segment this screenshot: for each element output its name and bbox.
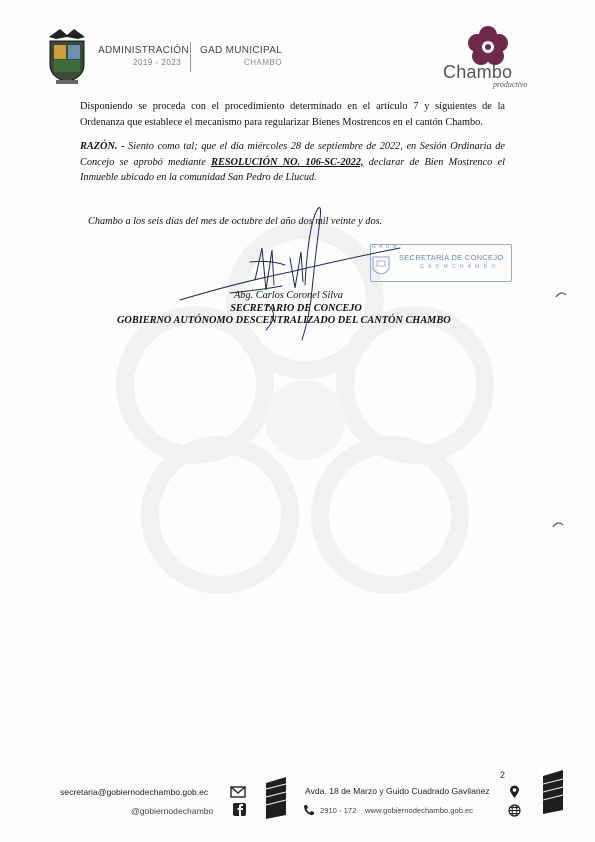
page-edge-mark bbox=[552, 520, 564, 528]
municipal-crest-logo bbox=[44, 25, 90, 85]
location-pin-icon bbox=[509, 785, 520, 799]
signer-name: Abg. Carlos Coronel Silva bbox=[234, 290, 343, 301]
stamp-subtitle: G A D M C H A M B O bbox=[420, 264, 497, 270]
paragraph-disposition: Disponiendo se proceda con el procedimiento determinado en el artículo 7 y siguientes de la Ordenanza que establece el mecanismo para regularizar Bienes Mostrencos en el cantón Chambo. bbox=[80, 101, 505, 128]
header-gad-city: CHAMBO bbox=[244, 58, 283, 67]
signer-role-text: SECRETARIO DE CONCEJO bbox=[230, 303, 362, 314]
footer-stripe-graphic bbox=[262, 775, 288, 819]
stamp-seal-text: G A D M bbox=[372, 244, 398, 250]
signer-role bbox=[0, 303, 595, 314]
footer-facebook: @gobiernodechambo bbox=[131, 806, 214, 816]
header-admin-label: ADMINISTRACIÓN bbox=[98, 45, 189, 56]
signer-institution: GOBIERNO AUTÓNOMO DESCENTRALIZADO DEL CANTÓN CHAMBO bbox=[117, 315, 451, 326]
handwritten-signature bbox=[170, 190, 410, 350]
footer-website: www.gobiernodechambo.gob.ec bbox=[365, 806, 474, 815]
page-number: 2 bbox=[500, 770, 506, 780]
globe-icon bbox=[508, 804, 521, 817]
facebook-icon bbox=[232, 803, 248, 817]
email-icon bbox=[230, 785, 246, 799]
razon-text-a: Siento como tal; que el día miércoles 28 de septiembre de 2022, en Sesión Ordinaria de Concejo se aprobó mediante bbox=[80, 141, 505, 168]
resolution-reference: RESOLUCIÓN NO. 106-SC-2022, bbox=[211, 156, 364, 168]
footer-phone: 2910 - 172 bbox=[320, 806, 357, 815]
brand-name: Chambo bbox=[443, 62, 513, 82]
brand-tagline: productivo bbox=[493, 80, 528, 89]
header-admin-years: 2019 - 2023 bbox=[133, 58, 182, 67]
paragraph-razon bbox=[80, 139, 505, 186]
footer-stripe-graphic-right bbox=[540, 768, 566, 814]
razon-text-b: declarar de Bien Mostrenco el Inmueble ubicado en la comunidad San Pedro de Llucud. bbox=[80, 156, 505, 183]
razon-label: RAZÓN. - bbox=[80, 141, 125, 152]
phone-icon bbox=[303, 804, 315, 816]
page-edge-mark bbox=[555, 290, 567, 298]
footer-address: Avda. 18 de Marzo y Guido Cuadrado Gavilanez bbox=[305, 786, 490, 796]
header-gad-label: GAD MUNICIPAL bbox=[200, 45, 283, 56]
header-separator bbox=[190, 42, 191, 72]
date-line: Chambo a los seis días del mes de octubre del año dos mil veinte y dos. bbox=[88, 216, 383, 227]
stamp-title: SECRETARÍA DE CONCEJO bbox=[399, 253, 504, 262]
footer-email: secretaria@gobiernodechambo.gob.ec bbox=[60, 787, 209, 797]
